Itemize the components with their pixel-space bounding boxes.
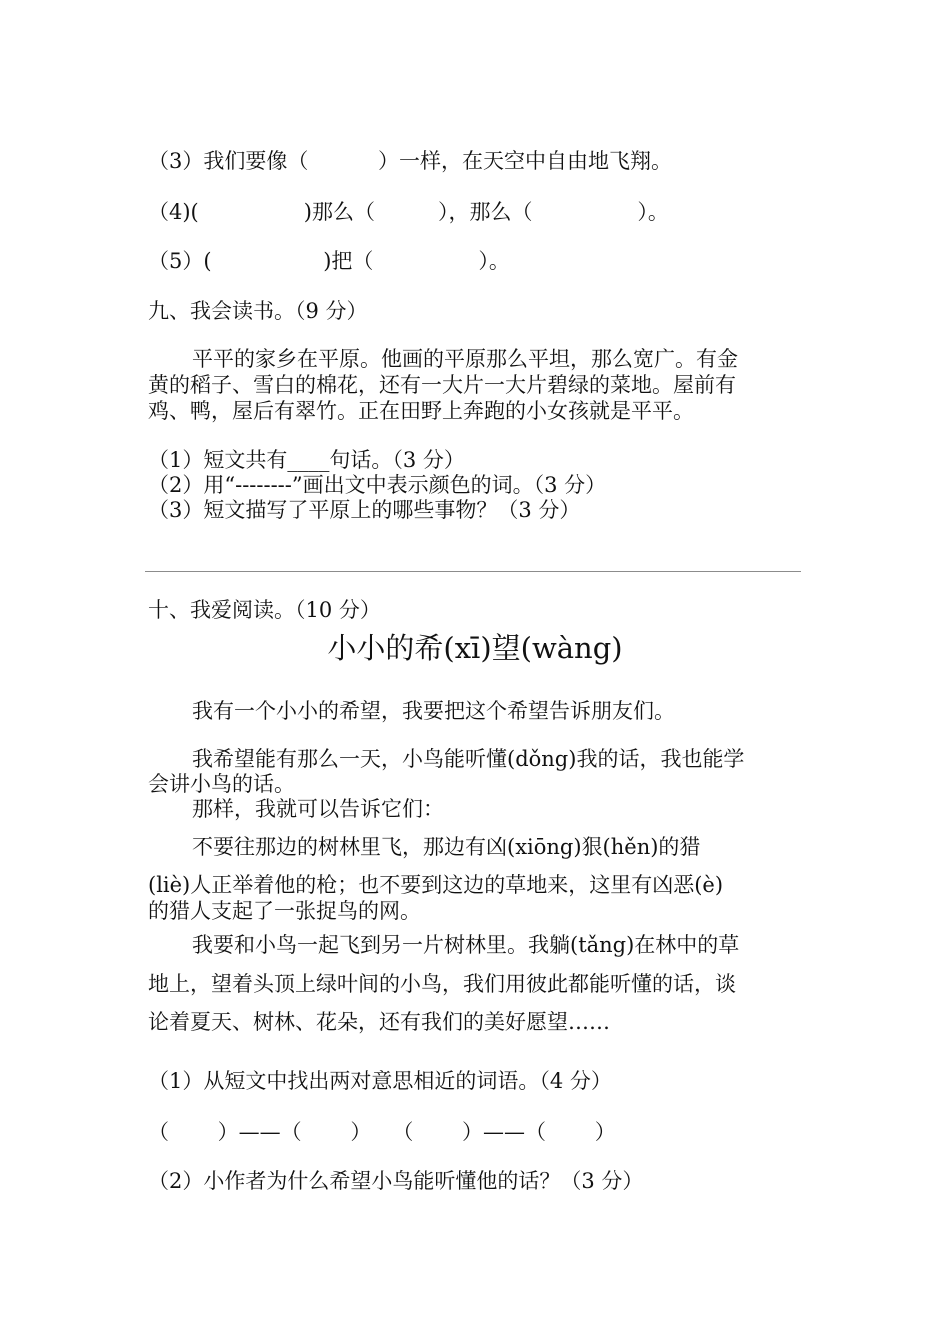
section-divider xyxy=(145,571,801,572)
passage-line: 平平的家乡在平原。他画的平原那么平坦，那么宽广。有金 xyxy=(192,347,738,371)
story-line: 论着夏天、树林、花朵，还有我们的美好愿望…… xyxy=(148,1010,610,1034)
word-pair-blanks: （ ）——（ ） （ ）——（ ） xyxy=(148,1120,616,1144)
story-line: 地上，望着头顶上绿叶间的小鸟，我们用彼此都能听懂的话，谈 xyxy=(148,972,736,996)
section-9-heading: 九、我会读书。（9 分） xyxy=(148,299,368,323)
passage-line: 鸡、鸭，屋后有翠竹。正在田野上奔跑的小女孩就是平平。 xyxy=(148,399,694,423)
story-line: (liè)人正举着他的枪；也不要到这边的草地来，这里有凶恶(è) xyxy=(148,873,724,897)
reading-question-2: （2）小作者为什么希望小鸟能听懂他的话？（3 分） xyxy=(148,1169,644,1193)
story-title: 小小的希(xī)望(wàng) xyxy=(327,631,623,665)
passage-line: 黄的稻子、雪白的棉花，还有一大片一大片碧绿的菜地。屋前有 xyxy=(148,373,736,397)
story-line: 我希望能有那么一天，小鸟能听懂(dǒng)我的话，我也能学 xyxy=(192,747,745,771)
story-line: 会讲小鸟的话。 xyxy=(148,772,295,796)
fill-blank-item-4: （4)( )那么（ ），那么（ ）。 xyxy=(148,200,669,224)
story-line: 的猎人支起了一张捉鸟的网。 xyxy=(148,899,421,923)
story-line: 不要往那边的树林里飞，那边有凶(xiōng)狠(hěn)的猎 xyxy=(192,835,701,859)
fill-blank-item-5: （5）( )把（ ）。 xyxy=(148,249,510,273)
question-1: （1）短文共有____句话。（3 分） xyxy=(148,448,465,472)
story-line: 我有一个小小的希望，我要把这个希望告诉朋友们。 xyxy=(192,699,675,723)
fill-blank-item-3: （3）我们要像（ ）一样，在天空中自由地飞翔。 xyxy=(148,149,673,173)
story-line: 我要和小鸟一起飞到另一片树林里。我躺(tǎng)在林中的草 xyxy=(192,933,740,957)
question-3: （3）短文描写了平原上的哪些事物？（3 分） xyxy=(148,498,581,522)
section-10-heading: 十、我爱阅读。（10 分） xyxy=(148,598,381,622)
reading-question-1: （1）从短文中找出两对意思相近的词语。（4 分） xyxy=(148,1069,612,1093)
question-2: （2）用“--------”画出文中表示颜色的词。（3 分） xyxy=(148,473,607,497)
story-line: 那样，我就可以告诉它们： xyxy=(192,797,444,821)
